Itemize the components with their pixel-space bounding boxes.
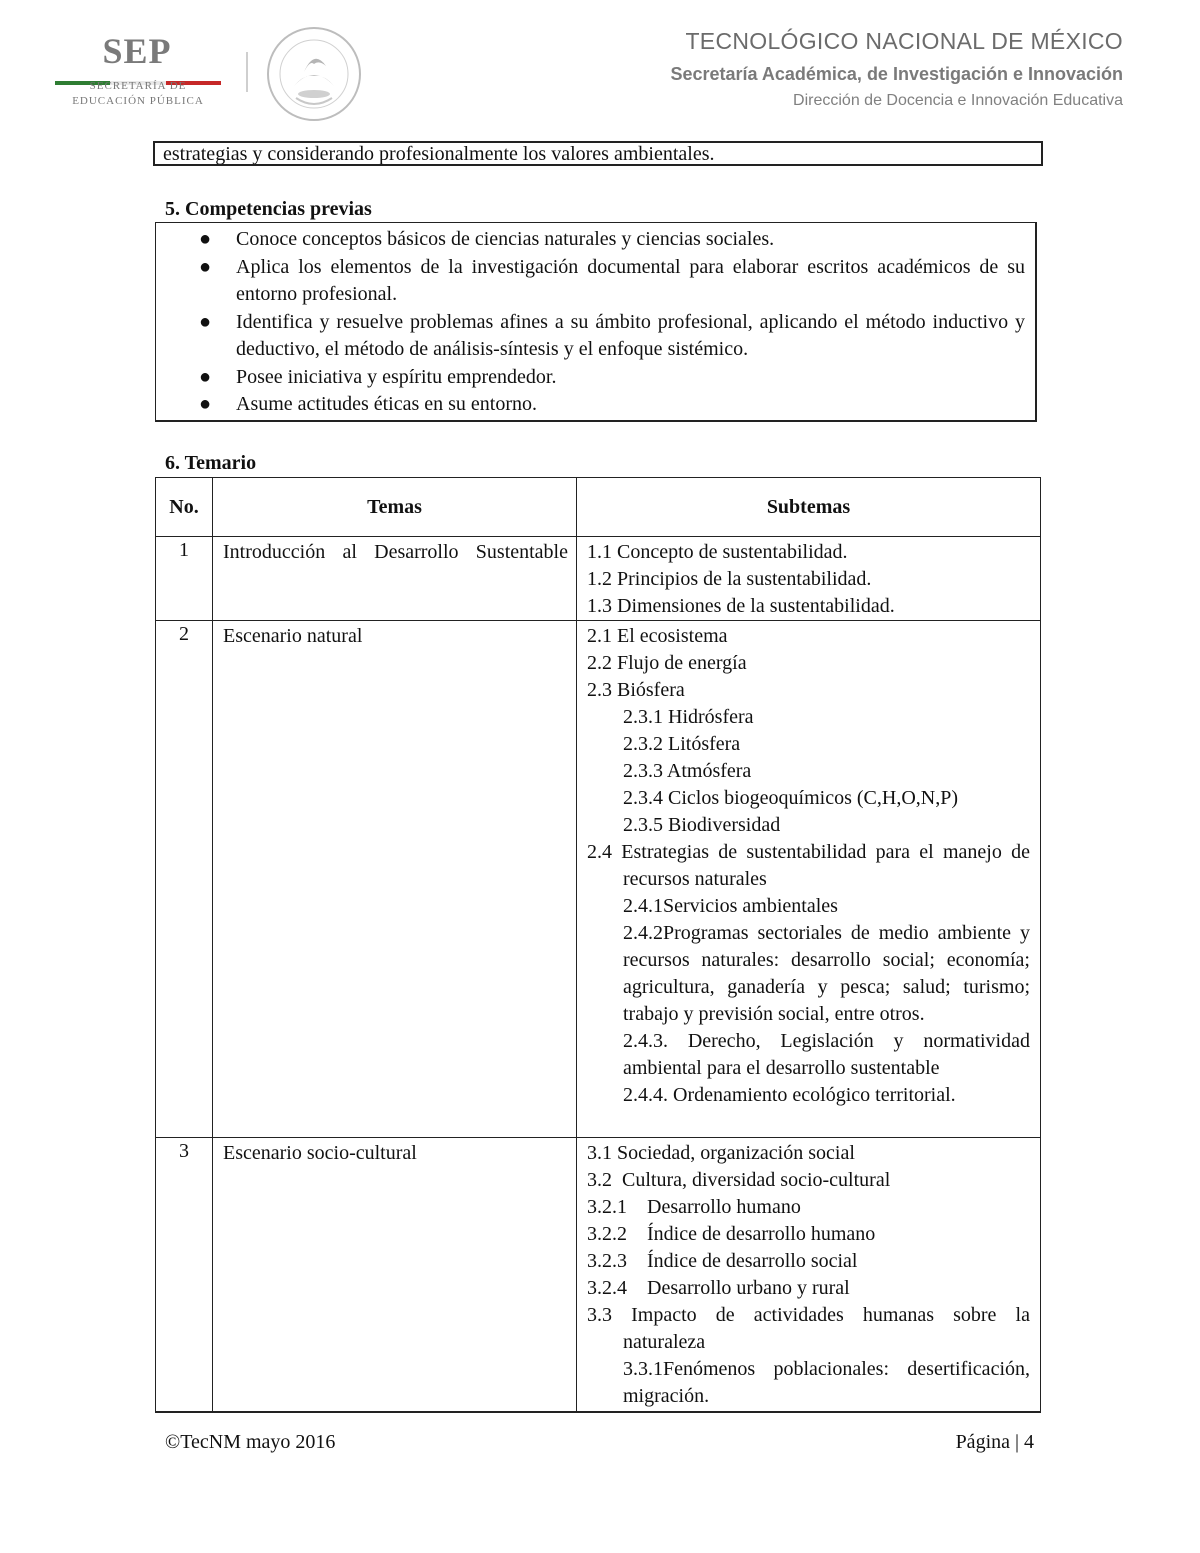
subtema: 3.1 Sociedad, organización social xyxy=(587,1142,855,1164)
footer-page-number: Página | 4 xyxy=(955,1431,1034,1453)
bullet-icon: ● xyxy=(199,365,212,388)
header-temas: Temas xyxy=(213,478,577,537)
row-subtemas xyxy=(577,621,1041,1138)
table-row xyxy=(156,537,1041,621)
subtema: 3.2 Cultura, diversidad socio-cultural xyxy=(587,1169,891,1191)
subtema: 2.4.1Servicios ambientales xyxy=(623,895,838,917)
list-item: ● Aplica los elementos de la investigación documental para elaborar escritos académicos de su entorno profesional. xyxy=(199,255,1025,305)
competencias-list xyxy=(156,223,1035,419)
subtema: 2.4.4. Ordenamiento ecológico territorial. xyxy=(623,1084,956,1106)
subtema: 2.3.5 Biodiversidad xyxy=(623,814,781,836)
subtema: 3.2.3 Índice de desarrollo social xyxy=(587,1250,858,1272)
subtema: 2.4 Estrategias de sustentabilidad para el manejo de recursos naturales xyxy=(587,841,1030,890)
list-item: ● Conoce conceptos básicos de ciencias naturales y ciencias sociales. xyxy=(236,226,1025,254)
subtema: 2.3.4 Ciclos biogeoquímicos (C,H,O,N,P) xyxy=(623,787,958,809)
table-row xyxy=(156,621,1041,1138)
subtema: 2.4.3. Derecho, Legislación y normatividad ambiental para el desarrollo sustentable xyxy=(623,1030,1030,1079)
table-header-row xyxy=(156,478,1041,537)
row-number: 3 xyxy=(156,1138,213,1413)
sep-color-bar xyxy=(55,72,221,76)
subtema: 1.3 Dimensiones de la sustentabilidad. xyxy=(587,595,895,617)
row-tema: Escenario natural xyxy=(213,621,577,1138)
org-title: TECNOLÓGICO NACIONAL DE MÉXICO xyxy=(685,28,1123,54)
subtema: 2.4.2Programas sectoriales de medio ambiente y recursos naturales: desarrollo social; economía; agricultura, ganadería y pesca; salud; turismo; trabajo y previsión social, entre otros. xyxy=(623,922,1030,1025)
subtema: 3.3.1Fenómenos poblacionales: desertificación, migración. xyxy=(623,1358,1030,1407)
row-tema: Escenario socio-cultural xyxy=(213,1138,577,1413)
sep-logo-text: SEP xyxy=(102,31,172,71)
header-subtemas: Subtemas xyxy=(577,478,1041,537)
subtema: 3.2.2 Índice de desarrollo humano xyxy=(587,1223,876,1245)
sep-subtitle-2: EDUCACIÓN PÚBLICA xyxy=(72,95,204,107)
row-subtemas xyxy=(577,1138,1041,1413)
subtema: 3.2.1 Desarrollo humano xyxy=(587,1196,801,1218)
mexico-seal-icon xyxy=(264,24,364,124)
list-item: ● Asume actitudes éticas en su entorno. xyxy=(236,391,1025,419)
subtema: 3.2.4 Desarrollo urbano y rural xyxy=(587,1277,850,1299)
bullet-icon: ● xyxy=(199,393,212,415)
row-tema: Introducción al Desarrollo Sustentable xyxy=(213,537,577,621)
row-number: 1 xyxy=(156,537,213,621)
subtema: 2.3.3 Atmósfera xyxy=(623,760,752,782)
section6-title: 6. Temario xyxy=(165,452,257,474)
temario-table xyxy=(155,477,1041,1413)
header-no: No. xyxy=(156,478,213,537)
row-subtemas xyxy=(577,537,1041,621)
subtema: 2.3.1 Hidrósfera xyxy=(623,706,754,728)
competencias-box xyxy=(155,222,1037,422)
bullet-icon: ● xyxy=(199,228,212,250)
subtema: 2.3 Biósfera xyxy=(587,679,685,701)
subtema: 1.1 Concepto de sustentabilidad. xyxy=(587,541,848,563)
subtema: 3.3 Impacto de actividades humanas sobre la naturaleza xyxy=(587,1304,1030,1353)
subtema: 2.3.2 Litósfera xyxy=(623,733,741,755)
table-row xyxy=(156,1138,1041,1413)
footer-copyright: ©TecNM mayo 2016 xyxy=(165,1431,336,1453)
bullet-icon: ● xyxy=(199,255,212,278)
sep-subtitle-1: SECRETARÍA DE xyxy=(89,80,187,92)
row-number: 2 xyxy=(156,621,213,1138)
header-divider xyxy=(246,52,248,92)
subtema: 2.1 El ecosistema xyxy=(587,625,728,647)
org-department: Dirección de Docencia e Innovación Educativa xyxy=(793,92,1123,109)
list-item: ● Identifica y resuelve problemas afines a su ámbito profesional, aplicando el método inductivo y deductivo, el método de análisis-síntesis y el enfoque sistémico. xyxy=(199,310,1025,360)
list-item: ● Posee iniciativa y espíritu emprendedor. xyxy=(236,364,1025,392)
section5-title: 5. Competencias previas xyxy=(165,198,372,220)
subtema: 1.2 Principios de la sustentabilidad. xyxy=(587,568,872,590)
continuation-box: estrategias y considerando profesionalmente los valores ambientales. xyxy=(153,141,1043,166)
subtema: 2.2 Flujo de energía xyxy=(587,652,747,674)
bullet-icon: ● xyxy=(199,310,212,333)
org-subtitle: Secretaría Académica, de Investigación e Innovación xyxy=(670,64,1123,84)
